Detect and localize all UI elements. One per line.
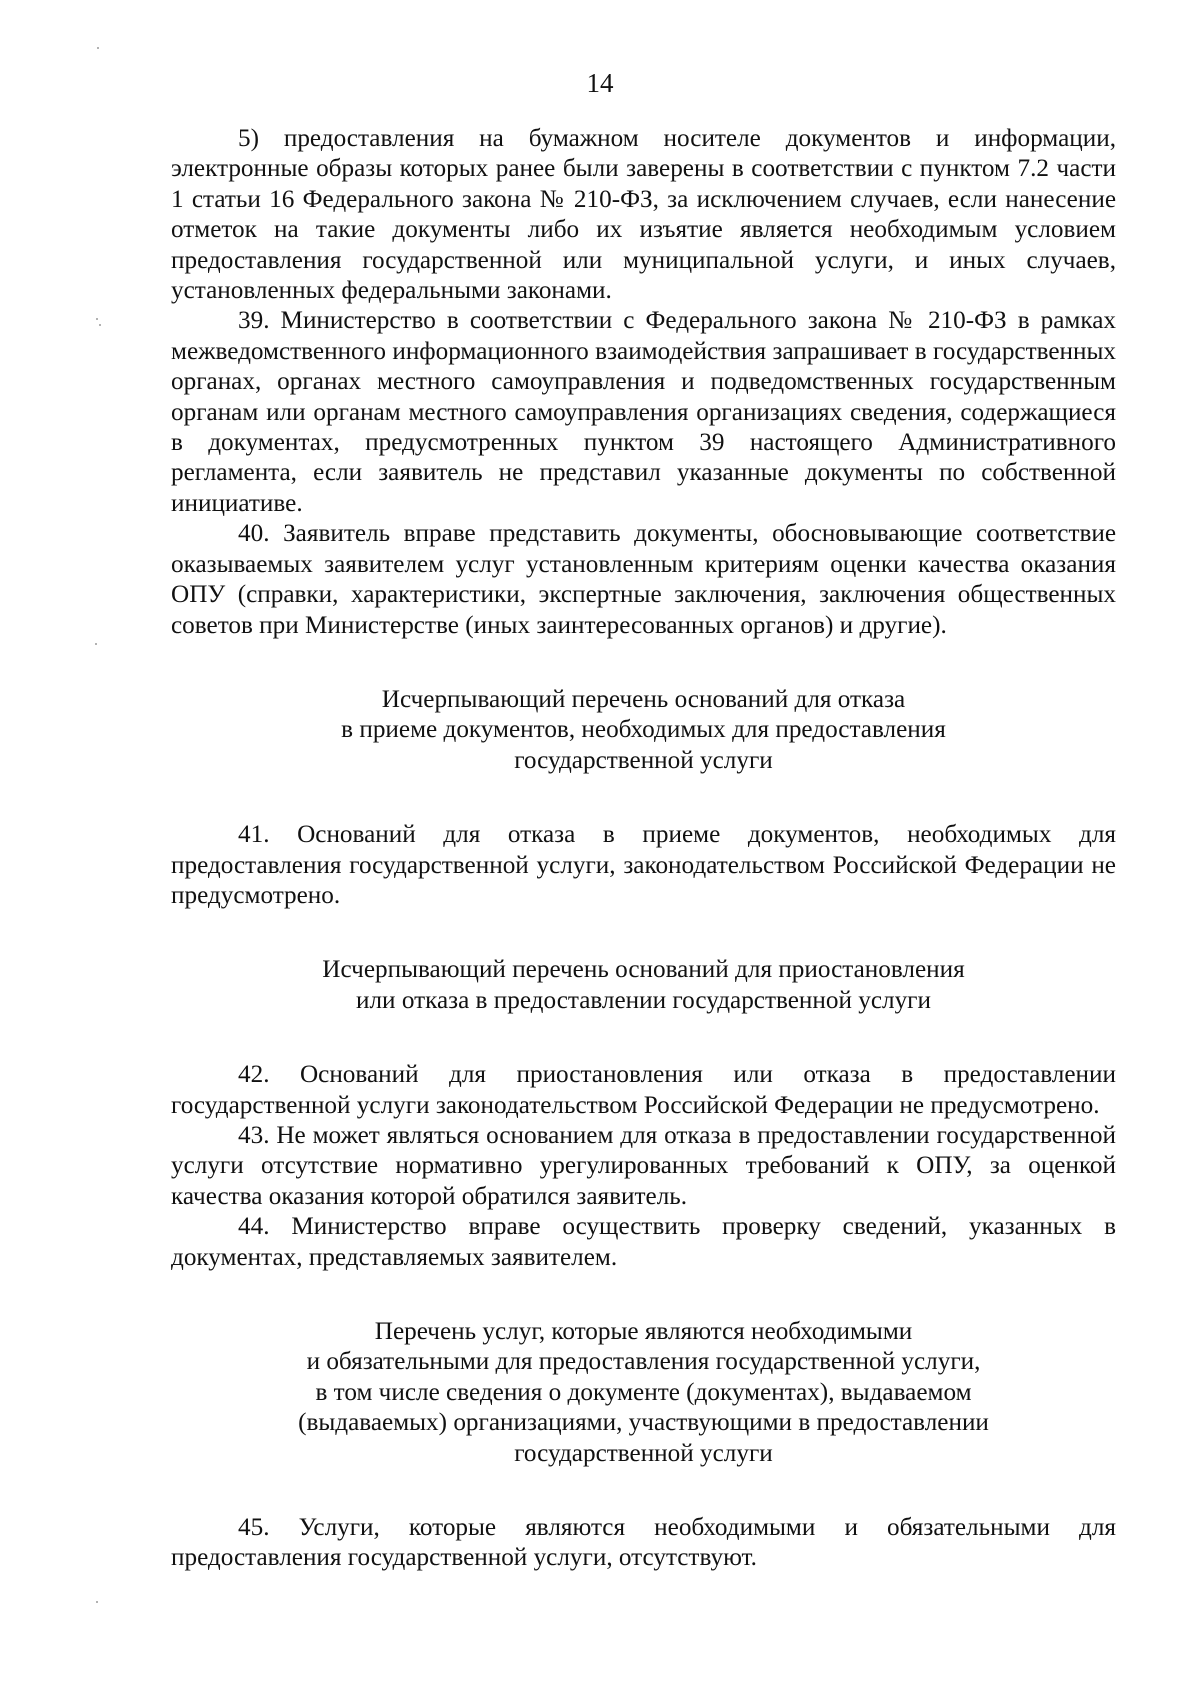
heading-line: государственной услуги: [514, 1439, 773, 1467]
heading-line: или отказа в предоставлении государственной услуги: [356, 986, 931, 1014]
heading-line: в приеме документов, необходимых для предоставления: [341, 716, 946, 744]
heading-line: (выдаваемых) организациями, участвующими в предоставлении: [298, 1409, 989, 1437]
section-heading-suspension-refusal: [171, 955, 1116, 1016]
document-body: [171, 124, 1116, 1574]
paragraph-45: 45. Услуги, которые являются необходимыми и обязательными для предоставления государственной услуги, отсутствуют.: [171, 1514, 1116, 1572]
paragraph-44: 44. Министерство вправе осуществить проверку сведений, указанных в документах, представляемых заявителем.: [171, 1213, 1116, 1271]
paragraph-40: 40. Заявитель вправе представить документы, обосновывающие соответствие оказываемых заявителем услуг установленным критериям оценки качества оказания ОПУ (справки, характеристики, экспертные заключения, заключения общественных советов при Министерстве (иных заинтересованных органов) и другие).: [171, 520, 1116, 639]
scan-speck: [96, 318, 98, 320]
paragraph-41: 41. Оснований для отказа в приеме документов, необходимых для предоставления государственной услуги, законодательством Российской Федерации не предусмотрено.: [171, 821, 1116, 909]
heading-line: государственной услуги: [514, 746, 773, 774]
heading-line: Исчерпывающий перечень оснований для отказа: [381, 685, 906, 713]
page-number: 14: [586, 68, 614, 98]
paragraph-item-5: 5) предоставления на бумажном носителе документов и информации, электронные образы которых ранее были заверены в соответствии с пунктом 7.2 части 1 статьи 16 Федерального закона № 210-ФЗ, за исключением случаев, если нанесение отметок на такие документы либо их изъятие является необходимым условием предоставления государственной или муниципальной услуги, и иных случаев, установленных федеральными законами.: [171, 125, 1116, 305]
heading-line: и обязательными для предоставления государственной услуги,: [306, 1348, 981, 1376]
scan-speck: [95, 643, 97, 645]
section-heading-required-services: [171, 1317, 1116, 1469]
section-heading-refusal-documents: [171, 685, 1116, 776]
heading-line: Исчерпывающий перечень оснований для приостановления: [322, 956, 965, 984]
scan-speck: [96, 1601, 98, 1603]
paragraph-42: 42. Оснований для приостановления или отказа в предоставлении государственной услуги законодательством Российской Федерации не предусмотрено.: [171, 1061, 1116, 1119]
scan-speck: [99, 324, 101, 326]
heading-line: Перечень услуг, которые являются необходимыми: [374, 1318, 913, 1345]
paragraph-43: 43. Не может являться основанием для отказа в предоставлении государственной услуги отсутствие нормативно урегулированных требований к ОПУ, за оценкой качества оказания которой обратился заявитель.: [171, 1121, 1116, 1210]
heading-line: в том числе сведения о документе (документах), выдаваемом: [315, 1378, 972, 1406]
paragraph-39: 39. Министерство в соответствии с Федерального закона № 210-ФЗ в рамках межведомственного информационного взаимодействия запрашивает в государственных органах, органах местного самоуправления и подведомственных государственным органам или органам местного самоуправления организациях сведения, содержащиеся в документах, предусмотренных пунктом 39 настоящего Административного регламента, если заявитель не представил указанные документы по собственной инициативе.: [171, 307, 1116, 517]
scan-speck: [97, 47, 99, 49]
